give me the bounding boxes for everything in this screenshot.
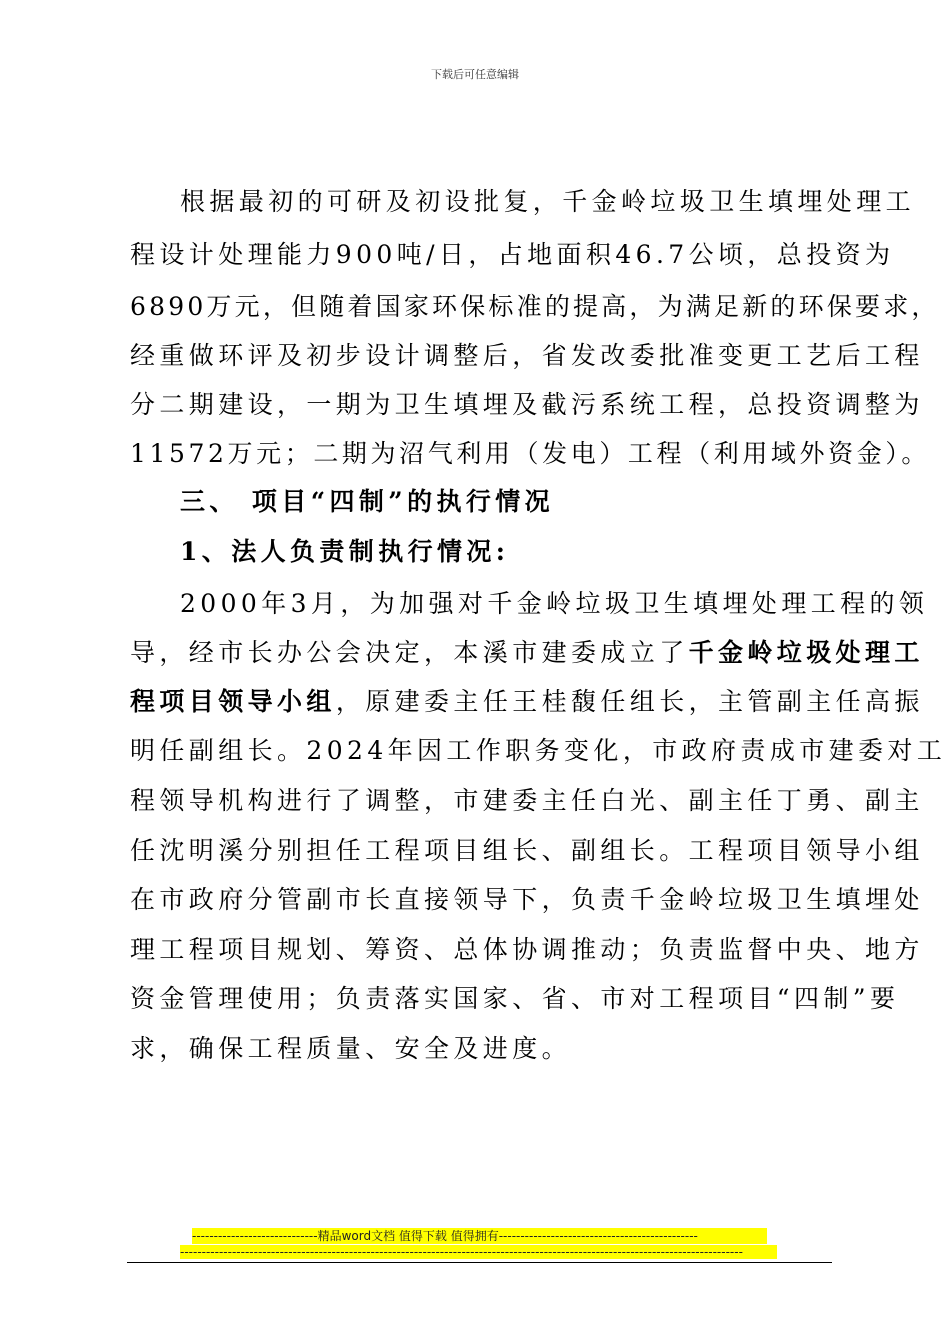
paragraph2-line-3 <box>130 687 924 717</box>
paragraph2-line-1: 2000年3月，为加强对千金岭垃圾卫生填埋处理工程的领 <box>180 589 929 618</box>
group-name-part-2: 程项目领导小组 <box>130 687 336 716</box>
paragraph2-line-5: 程领导机构进行了调整，市建委主任白光、副主任丁勇、副主 <box>130 786 924 815</box>
paragraph2-line-2 <box>130 638 924 668</box>
footer-rule <box>127 1262 832 1263</box>
paragraph2-line-9: 资金管理使用；负责落实国家、省、市对工程项目“四制”要 <box>130 984 900 1013</box>
paragraph2-line-8: 理工程项目规划、筹资、总体协调推动；负责监督中央、地方 <box>130 935 924 964</box>
paragraph2-line-4: 明任副组长。2024年因工作职务变化，市政府责成市建委对工 <box>130 736 947 765</box>
paragraph1-line-2: 程设计处理能力900吨/日，占地面积46.7公顷，总投资为 <box>130 240 895 269</box>
paragraph1-line-3: 6890万元，但随着国家环保标准的提高，为满足新的环保要求， <box>130 292 940 321</box>
paragraph1-line-5: 分二期建设，一期为卫生填埋及截污系统工程，总投资调整为 <box>130 390 924 419</box>
paragraph1-line-4: 经重做环评及初步设计调整后，省发改委批准变更工艺后工程 <box>130 341 924 370</box>
paragraph2-line-6: 任沈明溪分别担任工程项目组长、副组长。工程项目领导小组 <box>130 836 924 865</box>
section-heading: 三、 项目“四制”的执行情况 <box>180 487 555 516</box>
paragraph2-line-2-text: 导，经市长办公会决定，本溪市建委成立了 <box>130 638 689 667</box>
paragraph1-line-6: 11572万元；二期为沼气利用（发电）工程（利用域外资金）。 <box>130 439 931 468</box>
subsection-heading: 1、法人负责制执行情况: <box>180 537 510 566</box>
footer-banner: -----------------------------精品word文档 值得下载 值得拥有---------------------------------------------- <box>192 1228 767 1244</box>
paragraph2-line-10: 求，确保工程质量、安全及进度。 <box>130 1034 572 1063</box>
paragraph2-line-7: 在市政府分管副市长直接领导下，负责千金岭垃圾卫生填埋处 <box>130 885 924 914</box>
header-note: 下载后可任意编辑 <box>431 68 519 81</box>
group-name-part-1: 千金岭垃圾处理工 <box>688 638 924 667</box>
paragraph2-line-3-text: ，原建委主任王桂馥任组长，主管副主任高振 <box>335 687 924 716</box>
paragraph1-line-1: 根据最初的可研及初设批复，千金岭垃圾卫生填埋处理工 <box>180 187 916 216</box>
footer-banner-dashes: ---------------------------------------------------------------------------------------------------------------------------------- <box>180 1245 777 1259</box>
